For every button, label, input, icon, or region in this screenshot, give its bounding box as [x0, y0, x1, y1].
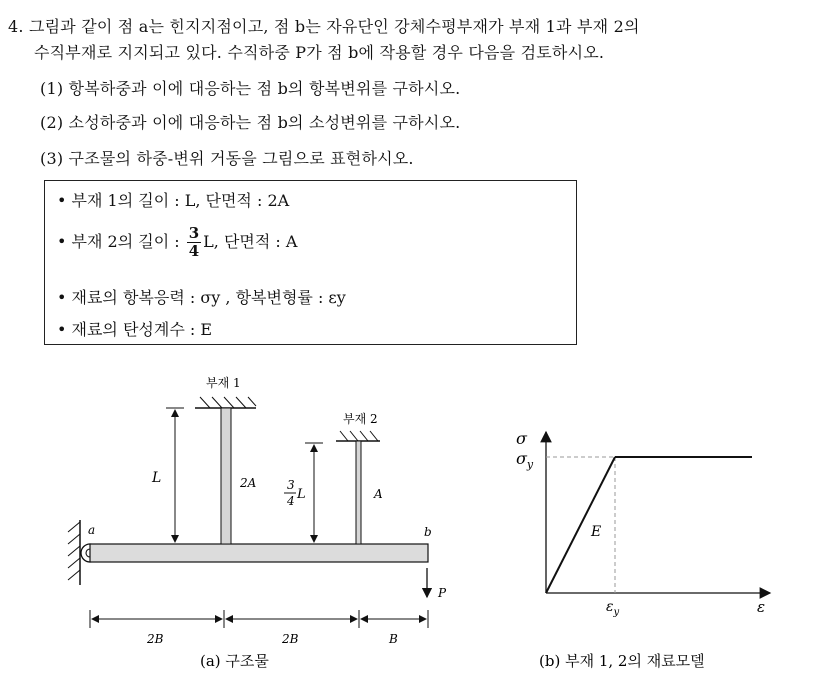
given-item-2 [57, 225, 297, 260]
problem-statement-line2: 수직부재로 지지되고 있다. 수직하중 P가 점 b에 작용할 경우 다음을 검토하시오. [34, 43, 605, 62]
dim-2B-label-2: 2B [282, 632, 299, 646]
sigma-axis-label: σ [516, 429, 527, 448]
point-b-label: b [424, 525, 432, 539]
given-item-3: • 재료의 항복응력 : σy , 항복변형률 : εy [57, 288, 346, 307]
given-item-2-prefix: • 부재 2의 길이 : [57, 232, 185, 251]
area-A-label: A [374, 487, 383, 501]
fraction-numerator: 3 [188, 224, 200, 242]
caption-b: (b) 부재 1, 2의 재료모델 [539, 652, 705, 670]
yield-strain-label: $\varepsilon_y$ [606, 599, 620, 618]
given-item-2-suffix: L, 단면적 : A [203, 232, 298, 251]
length-L2-label: L [297, 487, 306, 502]
load-P-label: P [438, 586, 447, 600]
subquestion-3: (3) 구조물의 하중-변위 거동을 그림으로 표현하시오. [40, 149, 414, 168]
dim-2B-label-1: 2B [147, 632, 164, 646]
fraction-three-quarters [187, 225, 201, 260]
given-data-box [44, 180, 577, 345]
given-item-1: • 부재 1의 길이 : L, 단면적 : 2A [57, 191, 290, 210]
rigid-beam [90, 544, 428, 562]
material-model-figure [490, 400, 823, 675]
fraction-denominator: 4 [188, 242, 200, 260]
subquestion-1: (1) 항복하중과 이에 대응하는 점 b의 항복변위를 구하시오. [40, 79, 461, 98]
point-a-label: a [88, 523, 96, 537]
frac-denominator: 4 [287, 494, 295, 508]
given-item-4: • 재료의 탄성계수 : E [57, 320, 213, 339]
strain-axis-label: ε [757, 598, 766, 616]
area-2A-label: 2A [240, 476, 257, 490]
member2-label: 부재 2 [343, 412, 378, 426]
dim-B-label: B [389, 632, 398, 646]
elastic-branch [546, 457, 615, 593]
member2-fixed-support [336, 431, 380, 441]
member1-label: 부재 1 [206, 376, 241, 390]
yield-stress-label: $\sigma_y$ [516, 449, 534, 471]
length-L-label: L [152, 470, 162, 486]
caption-a: (a) 구조물 [200, 652, 269, 670]
member1-fixed-support [195, 397, 256, 408]
structure-figure [0, 360, 520, 675]
member-1 [221, 408, 231, 544]
problem-statement-line1: 4. 그림과 같이 점 a는 힌지지점이고, 점 b는 자유단인 강체수평부재가 부재 1과 부재 2의 [8, 17, 640, 36]
frac-numerator: 3 [287, 478, 295, 492]
subquestion-2: (2) 소성하중과 이에 대응하는 점 b의 소성변위를 구하시오. [40, 113, 461, 132]
modulus-E-label: E [591, 524, 602, 540]
member-2 [356, 441, 361, 544]
